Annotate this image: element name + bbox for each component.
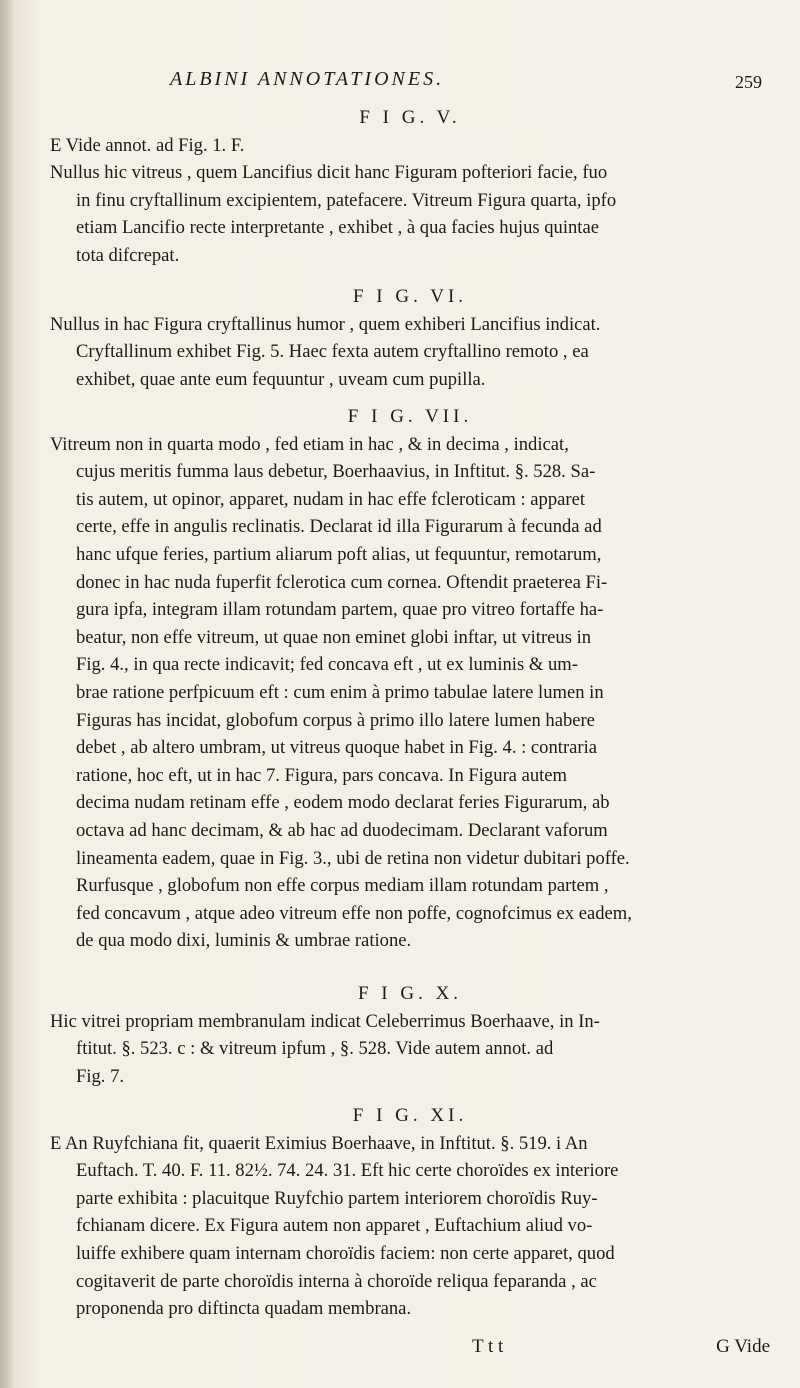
catchword: G Vide — [716, 1336, 770, 1357]
signature-mark: T t t — [472, 1336, 504, 1357]
text-line: Vitreum non in quarta modo , fed etiam in hac , & in decima , indicat, — [50, 433, 569, 455]
text-line: ratione, hoc eft, ut in hac 7. Figura, pars concava. In Figura autem — [76, 764, 568, 786]
text-line: donec in hac nuda fuperfit fclerotica cum cornea. Oftendit praeterea Fi- — [76, 571, 608, 593]
text-line: etiam Lancifio recte interpretante , exhibet , à qua facies hujus quintae — [76, 217, 599, 239]
section-fig-xi — [50, 1102, 770, 1323]
text-line: E An Ruyfchiana fit, quaerit Eximius Boerhaave, in Inftitut. §. 519. i An — [50, 1132, 588, 1154]
section-fig-vii — [50, 403, 770, 955]
text-line: certe, effe in angulis reclinatis. Declarat id illa Figurarum à fecunda ad — [76, 516, 602, 538]
running-title: ALBINI ANNOTATIONES. — [170, 68, 445, 90]
text-line: decima nudam retinam effe , eodem modo declarat feries Figurarum, ab — [76, 792, 610, 814]
text-line: Nullus hic vitreus , quem Lancifius dicit hanc Figuram pofteriori facie, fuo — [50, 162, 608, 184]
text-line: luiffe exhibere quam internam choroïdis faciem: non certe apparet, quod — [76, 1242, 615, 1264]
text-line: de qua modo dixi, luminis & umbrae ratione. — [76, 930, 412, 952]
section-heading: F I G. XI. — [352, 1105, 468, 1126]
text-line: Euftach. T. 40. F. 11. 82½. 74. 24. 31. Eft hic certe choroïdes ex interiore — [76, 1160, 619, 1182]
text-line: E Vide annot. ad Fig. 1. F. — [50, 134, 245, 156]
text-line: proponenda pro diftincta quadam membrana. — [76, 1298, 412, 1320]
text-line: beatur, non effe vitreum, ut quae non eminet globi inftar, ut vitreus in — [76, 626, 592, 648]
text-line: debet , ab altero umbram, ut vitreus quoque habet in Fig. 4. : contraria — [76, 737, 597, 759]
page-number: 259 — [735, 72, 762, 92]
text-line: in finu cryftallinum excipientem, patefacere. Vitreum Figura quarta, ipfo — [76, 189, 617, 211]
text-line: gura ipfa, integram illam rotundam partem, quae pro vitreo fortaffe ha- — [76, 599, 604, 621]
section-fig-v — [50, 104, 770, 270]
text-line: hanc ufque feries, partium aliarum poft alias, ut fequuntur, remotarum, — [76, 543, 602, 565]
text-line: Fig. 7. — [76, 1065, 125, 1087]
text-line: tis autem, ut opinor, apparet, nudam in hac effe fcleroticam : apparet — [76, 488, 586, 510]
text-line: exhibet, quae ante eum fequuntur , uveam cum pupilla. — [76, 368, 486, 390]
text-line: cogitaverit de parte choroïdis interna à choroïde reliqua feparanda , ac — [76, 1270, 597, 1292]
section-fig-vi — [50, 283, 770, 393]
text-line: Rurfusque , globofum non effe corpus mediam illam rotundam partem , — [76, 875, 609, 897]
text-line: Fig. 4., in qua recte indicavit; fed concava eft , ut ex luminis & um- — [76, 654, 578, 676]
text-line: Nullus in hac Figura cryftallinus humor , quem exhiberi Lancifius indicat. — [50, 313, 601, 335]
text-line: fed concavum , atque adeo vitreum effe non poffe, cognofcimus ex eadem, — [76, 902, 632, 924]
text-line: parte exhibita : placuitque Ruyfchio partem interiorem choroïdis Ruy- — [76, 1187, 598, 1209]
text-line: brae ratione perfpicuum eft : cum enim à primo tabulae latere lumen in — [76, 681, 604, 703]
text-line: Cryftallinum exhibet Fig. 5. Haec fexta autem cryftallino remoto , ea — [76, 341, 589, 363]
section-heading: F I G. VI. — [352, 286, 468, 307]
text-line: octava ad hanc decimam, & ab hac ad duodecimam. Declarant vaforum — [76, 819, 608, 841]
text-line: ftitut. §. 523. c : & vitreum ipfum , §. 528. Vide autem annot. ad — [76, 1038, 554, 1060]
binding-gutter — [0, 0, 14, 1388]
text-line: cujus meritis fumma laus debetur, Boerhaavius, in Inftitut. §. 528. Sa- — [76, 461, 596, 483]
text-line: lineamenta eadem, quae in Fig. 3., ubi de retina non videtur dubitari poffe. — [76, 847, 630, 869]
section-heading: F I G. V. — [359, 107, 461, 128]
text-line: Figuras has incidat, globofum corpus à primo illo latere lumen habere — [76, 709, 595, 731]
section-fig-x — [50, 980, 770, 1090]
text-line: Hic vitrei propriam membranulam indicat Celeberrimus Boerhaave, in In- — [50, 1010, 600, 1032]
text-line: fchianam dicere. Ex Figura autem non apparet , Euftachium aliud vo- — [76, 1215, 593, 1237]
section-heading: F I G. VII. — [347, 406, 473, 427]
section-heading: F I G. X. — [357, 983, 463, 1004]
text-line: tota difcrepat. — [76, 244, 180, 266]
